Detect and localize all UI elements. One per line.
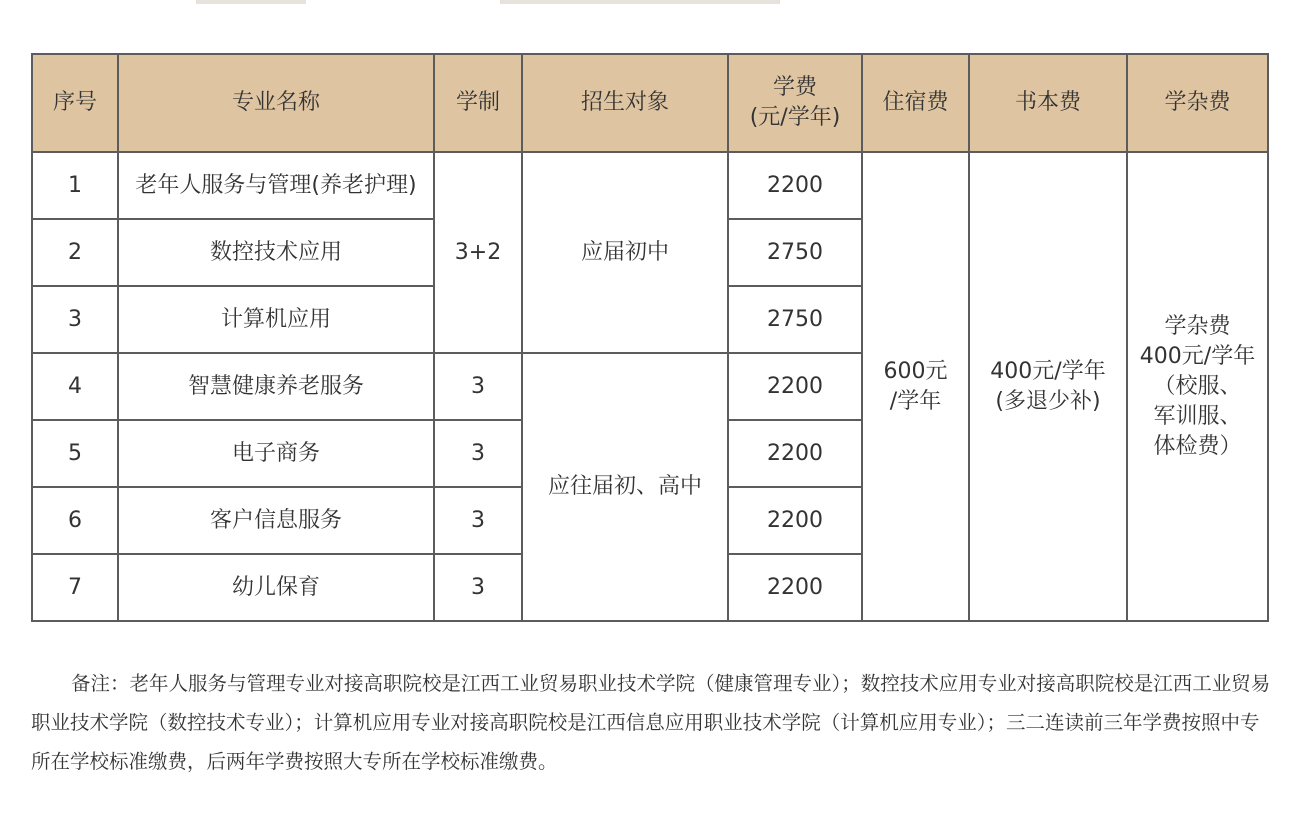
top-decoration-left (196, 0, 306, 4)
cell-major: 数控技术应用 (118, 219, 434, 286)
cell-tuition: 2200 (728, 487, 862, 554)
misc-fee-line4: 军训服、 (1153, 403, 1242, 429)
cell-duration: 3 (434, 353, 522, 420)
cell-no: 3 (32, 286, 118, 353)
book-fee-line1: 400元/学年 (990, 358, 1106, 384)
cell-duration: 3 (434, 554, 522, 621)
cell-tuition: 2200 (728, 420, 862, 487)
cell-duration: 3 (434, 420, 522, 487)
fee-table (31, 53, 1269, 622)
cell-duration: 3 (434, 487, 522, 554)
header-tuition-line1: 学费 (772, 75, 817, 100)
table-header-row (32, 54, 1268, 152)
header-books: 书本费 (969, 54, 1127, 152)
header-no: 序号 (32, 54, 118, 152)
misc-fee-line3: （校服、 (1153, 373, 1242, 399)
cell-major: 客户信息服务 (118, 487, 434, 554)
cell-tuition: 2750 (728, 219, 862, 286)
cell-dorm-fee (862, 152, 969, 621)
misc-fee-line1: 学杂费 (1164, 313, 1231, 339)
cell-major: 幼儿保育 (118, 554, 434, 621)
cell-duration-merged: 3+2 (434, 152, 522, 353)
header-target: 招生对象 (522, 54, 728, 152)
cell-tuition: 2200 (728, 152, 862, 219)
book-fee-line2: (多退少补) (995, 388, 1101, 414)
header-major: 专业名称 (118, 54, 434, 152)
table-row (32, 152, 1268, 219)
cell-book-fee (969, 152, 1127, 621)
misc-fee-line5: 体检费） (1153, 433, 1242, 459)
header-duration: 学制 (434, 54, 522, 152)
dorm-fee-line1: 600元 (883, 358, 948, 384)
cell-no: 4 (32, 353, 118, 420)
cell-tuition: 2200 (728, 554, 862, 621)
header-misc: 学杂费 (1127, 54, 1268, 152)
header-dorm: 住宿费 (862, 54, 969, 152)
header-tuition (728, 54, 862, 152)
cell-major: 电子商务 (118, 420, 434, 487)
misc-fee-line2: 400元/学年 (1139, 343, 1256, 369)
top-decoration-middle (500, 0, 780, 4)
cell-major: 智慧健康养老服务 (118, 353, 434, 420)
cell-major: 计算机应用 (118, 286, 434, 353)
cell-no: 5 (32, 420, 118, 487)
cell-misc-fee (1127, 152, 1268, 621)
cell-major: 老年人服务与管理(养老护理) (118, 152, 434, 219)
footnote: 备注：老年人服务与管理专业对接高职院校是江西工业贸易职业技术学院（健康管理专业）；数控技术应用专业对接高职院校是江西工业贸易职业技术学院（数控技术专业）；计算机应用专业对接高职院校是江西信息应用职业技术学院（计算机应用专业）；三二连读前三年学费按照中专所在学校标准缴费，后两年学费按照大专所在学校标准缴费。 (31, 672, 1271, 773)
cell-tuition: 2750 (728, 286, 862, 353)
dorm-fee-line2: /学年 (889, 388, 942, 414)
cell-no: 1 (32, 152, 118, 219)
header-tuition-line2: (元/学年) (749, 105, 841, 130)
cell-no: 2 (32, 219, 118, 286)
cell-target-junior: 应届初中 (522, 152, 728, 353)
cell-tuition: 2200 (728, 353, 862, 420)
cell-target-past: 应往届初、高中 (522, 353, 728, 621)
cell-no: 7 (32, 554, 118, 621)
cell-no: 6 (32, 487, 118, 554)
